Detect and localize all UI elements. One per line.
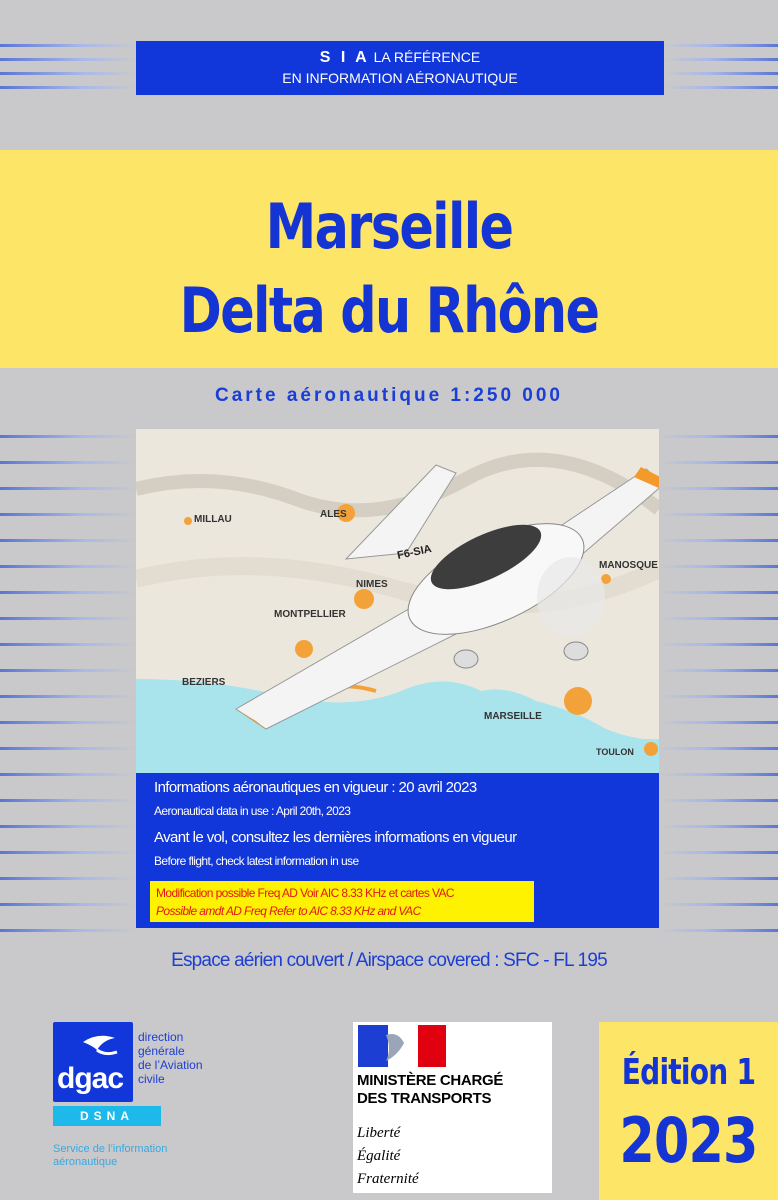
city-dot-millau [184, 517, 192, 525]
dgac-name [138, 1030, 203, 1086]
title-band [0, 150, 778, 368]
dgac-logo-text: dgac [57, 1062, 124, 1095]
sia-header-banner [136, 41, 664, 95]
city-label-ales: ALES [320, 509, 347, 520]
motto-line: Égalité [357, 1148, 401, 1164]
sia-service-label [53, 1143, 167, 1169]
title-line-2: Delta du Rhône [179, 274, 599, 347]
city-label-marseille: MARSEILLE [484, 711, 542, 722]
dgac-name-line: générale [138, 1044, 185, 1058]
sia-brand: S I A [319, 49, 370, 66]
info-box [136, 773, 659, 928]
city-label-millau: MILLAU [194, 514, 232, 525]
city-label-montpellier: MONTPELLIER [274, 609, 346, 620]
ministere-line: MINISTÈRE CHARGÉ [357, 1072, 504, 1089]
ministere-logo [353, 1022, 552, 1193]
notice-fr: Modification possible Freq AD Voir AIC 8.33 KHz et cartes VAC [156, 886, 454, 900]
dgac-name-line: direction [138, 1030, 184, 1044]
city-label-toulon: TOULON [596, 747, 634, 757]
frequency-notice [150, 881, 534, 922]
motto-line: Fraternité [357, 1171, 419, 1187]
edition-label: Édition 1 [621, 1052, 756, 1093]
top-left-stripes [0, 44, 136, 114]
dsna-badge: DSNA [53, 1106, 161, 1126]
map-illustration [136, 429, 659, 773]
chart-scale-label: Carte aéronautique 1:250 000 [214, 385, 563, 406]
dgac-logo [53, 1022, 133, 1102]
aircraft-registration: F6-SIA [396, 542, 433, 562]
edition-box [599, 1022, 778, 1200]
cover-map-image [136, 429, 659, 773]
middle-right-stripes [659, 435, 778, 935]
ministere-line: DES TRANSPORTS [357, 1090, 492, 1107]
header-line2: EN INFORMATION AÉRONAUTIQUE [282, 70, 518, 86]
service-line: aéronautique [53, 1156, 118, 1168]
airspace-coverage: Espace aérien couvert / Airspace covered : SFC - FL 195 [171, 950, 607, 971]
marianne-flag-icon [358, 1025, 448, 1067]
city-label-beziers: BEZIERS [182, 677, 226, 688]
info-date-fr: Informations aéronautiques en vigueur : 20 avril 2023 [154, 779, 477, 796]
city-label-nimes: NIMES [356, 579, 388, 590]
service-line: Service de l’information [53, 1143, 168, 1155]
info-date-en: Aeronautical data in use : April 20th, 2023 [154, 804, 351, 818]
ministere-motto [357, 1122, 419, 1191]
ministere-title [357, 1072, 503, 1108]
info-check-fr: Avant le vol, consultez les dernières informations en vigueur [154, 829, 517, 846]
dgac-name-line: de l’Aviation [138, 1058, 203, 1072]
middle-left-stripes [0, 435, 136, 935]
edition-year: 2023 [619, 1104, 758, 1177]
title-line-1: Marseille [265, 190, 513, 263]
city-label-manosque: MANOSQUE [599, 560, 658, 571]
top-right-stripes [664, 44, 778, 114]
motto-line: Liberté [357, 1125, 401, 1141]
header-line1: LA RÉFÉRENCE [373, 49, 481, 65]
info-check-en: Before flight, check latest information in use [154, 854, 359, 868]
notice-en: Possible amdt AD Freq Refer to AIC 8.33 KHz and VAC [156, 904, 421, 918]
dgac-name-line: civile [138, 1072, 165, 1086]
